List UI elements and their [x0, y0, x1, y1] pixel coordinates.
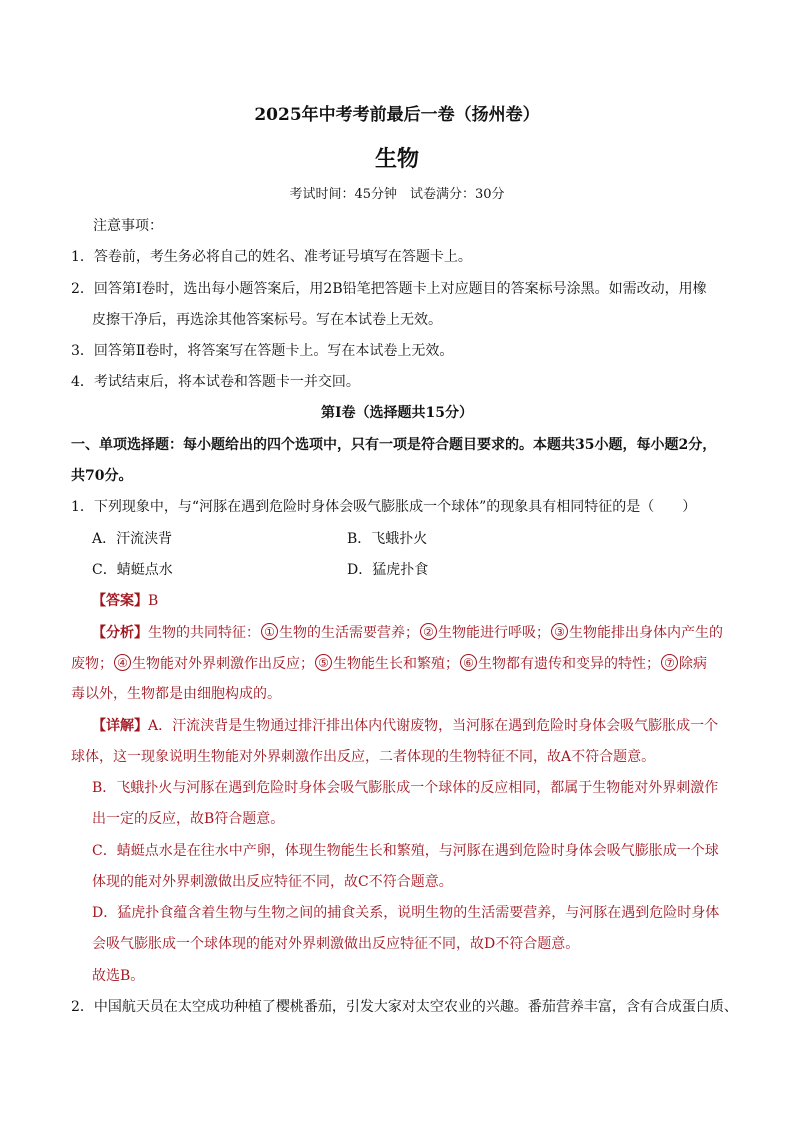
- answer-value: B: [148, 593, 159, 609]
- option-b: B．飞蛾扑火: [347, 531, 428, 547]
- answer-line: [92, 592, 158, 610]
- analysis-line-2: [71, 654, 707, 673]
- detail-tag: 【详解】: [92, 718, 148, 734]
- note-item-2-cont: 皮擦干净后，再选涂其他答案标号。写在本试卷上无效。: [92, 312, 442, 328]
- analysis-intro: 生物的共同特征：: [148, 625, 260, 641]
- option-a: A．汗流浃背: [92, 531, 173, 547]
- answer-tag: 【答案】: [92, 593, 148, 609]
- analysis-text: 生物的生活需要营养；: [279, 625, 419, 641]
- question-2-stem: 2．中国航天员在太空成功种植了樱桃番茄，引发大家对太空农业的兴趣。番茄营养丰富，含有合成蛋白质、: [71, 999, 738, 1015]
- analysis-text: 生物能排出身体内产生的: [569, 625, 723, 641]
- note-item-4: 4．考试结束后，将本试卷和答题卡一并交回。: [71, 374, 360, 390]
- analysis-text: 生物能进行呼吸；: [438, 625, 550, 641]
- exam-info: 考试时间：45分钟 试卷满分：30分: [289, 187, 505, 202]
- detail-line-8: 会吸气膨胀成一个球体现的能对外界刺激做出反应特征不同，故D不符合题意。: [92, 936, 580, 952]
- detail-line-3: B．飞蛾扑火与河豚在遇到危险时身体会吸气膨胀成一个球体的反应相同，都属于生物能对外界刺激作: [92, 780, 719, 796]
- question-1-stem: 1．下列现象中，与“河豚在遇到危险时身体会吸气膨胀成一个球体”的现象具有相同特征的是（ ）: [71, 499, 697, 515]
- detail-line-5: C．蜻蜓点水是在往水中产卵，体现生物能生长和繁殖，与河豚在遇到危险时身体会吸气膨胀成一个球: [92, 843, 719, 859]
- note-item-1: 1．答卷前，考生务必将自己的姓名、准考证号填写在答题卡上。: [71, 249, 472, 265]
- circled-number: ⑤: [315, 654, 332, 671]
- subject-title: 生物: [374, 146, 419, 172]
- detail-line-7: D．猛虎扑食蕴含着生物与生物之间的捕食关系，说明生物的生活需要营养，与河豚在遇到危险时身体: [92, 905, 720, 921]
- analysis-text: 生物都有遗传和变异的特性；: [478, 656, 660, 672]
- analysis-text: 除病: [679, 656, 707, 672]
- note-item-3: 3．回答第Ⅱ卷时，将答案写在答题卡上。写在本试卷上无效。: [71, 343, 454, 359]
- analysis-line-1: [92, 623, 723, 642]
- notes-heading: 注意事项：: [93, 218, 163, 234]
- analysis-text: 生物能对外界刺激作出反应；: [132, 656, 314, 672]
- detail-text: A．汗流浃背是生物通过排汗排出体内代谢废物，当河豚在遇到危险时身体会吸气膨胀成一个: [148, 718, 719, 734]
- circled-number: ③: [551, 623, 568, 640]
- analysis-text: 废物；: [71, 656, 113, 672]
- detail-line-6: 体现的能对外界刺激做出反应特征不同，故C不符合题意。: [92, 874, 453, 890]
- circled-number: ⑦: [661, 654, 678, 671]
- detail-line-1: [92, 717, 718, 735]
- note-item-2: 2．回答第Ⅰ卷时，选出每小题答案后，用2B铅笔把答题卡上对应题目的答案标号涂黑。如需改动，用橡: [71, 281, 707, 297]
- exam-title: 2025年中考考前最后一卷（扬州卷）: [254, 105, 540, 125]
- circled-number: ②: [420, 623, 437, 640]
- circled-number: ①: [261, 623, 278, 640]
- detail-line-2: 球体，这一现象说明生物能对外界刺激作出反应，二者体现的生物特征不同，故A不符合题意。: [71, 749, 656, 765]
- section-instruction-cont: 共70分。: [71, 468, 133, 484]
- circled-number: ④: [114, 654, 131, 671]
- analysis-line-3: 毒以外，生物都是由细胞构成的。: [71, 686, 281, 702]
- section-heading: 第Ⅰ卷（选择题共15分）: [320, 405, 474, 421]
- circled-number: ⑥: [460, 654, 477, 671]
- analysis-text: 生物能生长和繁殖；: [333, 656, 459, 672]
- option-c: C．蜻蜓点水: [92, 562, 173, 578]
- detail-line-9: 故选B。: [92, 968, 145, 984]
- analysis-tag: 【分析】: [92, 625, 148, 641]
- option-d: D．猛虎扑食: [347, 562, 429, 578]
- detail-line-4: 出一定的反应，故B符合题意。: [92, 811, 285, 827]
- section-instruction: 一、单项选择题：每小题给出的四个选项中，只有一项是符合题目要求的。本题共35小题，每小题2分，: [71, 437, 717, 453]
